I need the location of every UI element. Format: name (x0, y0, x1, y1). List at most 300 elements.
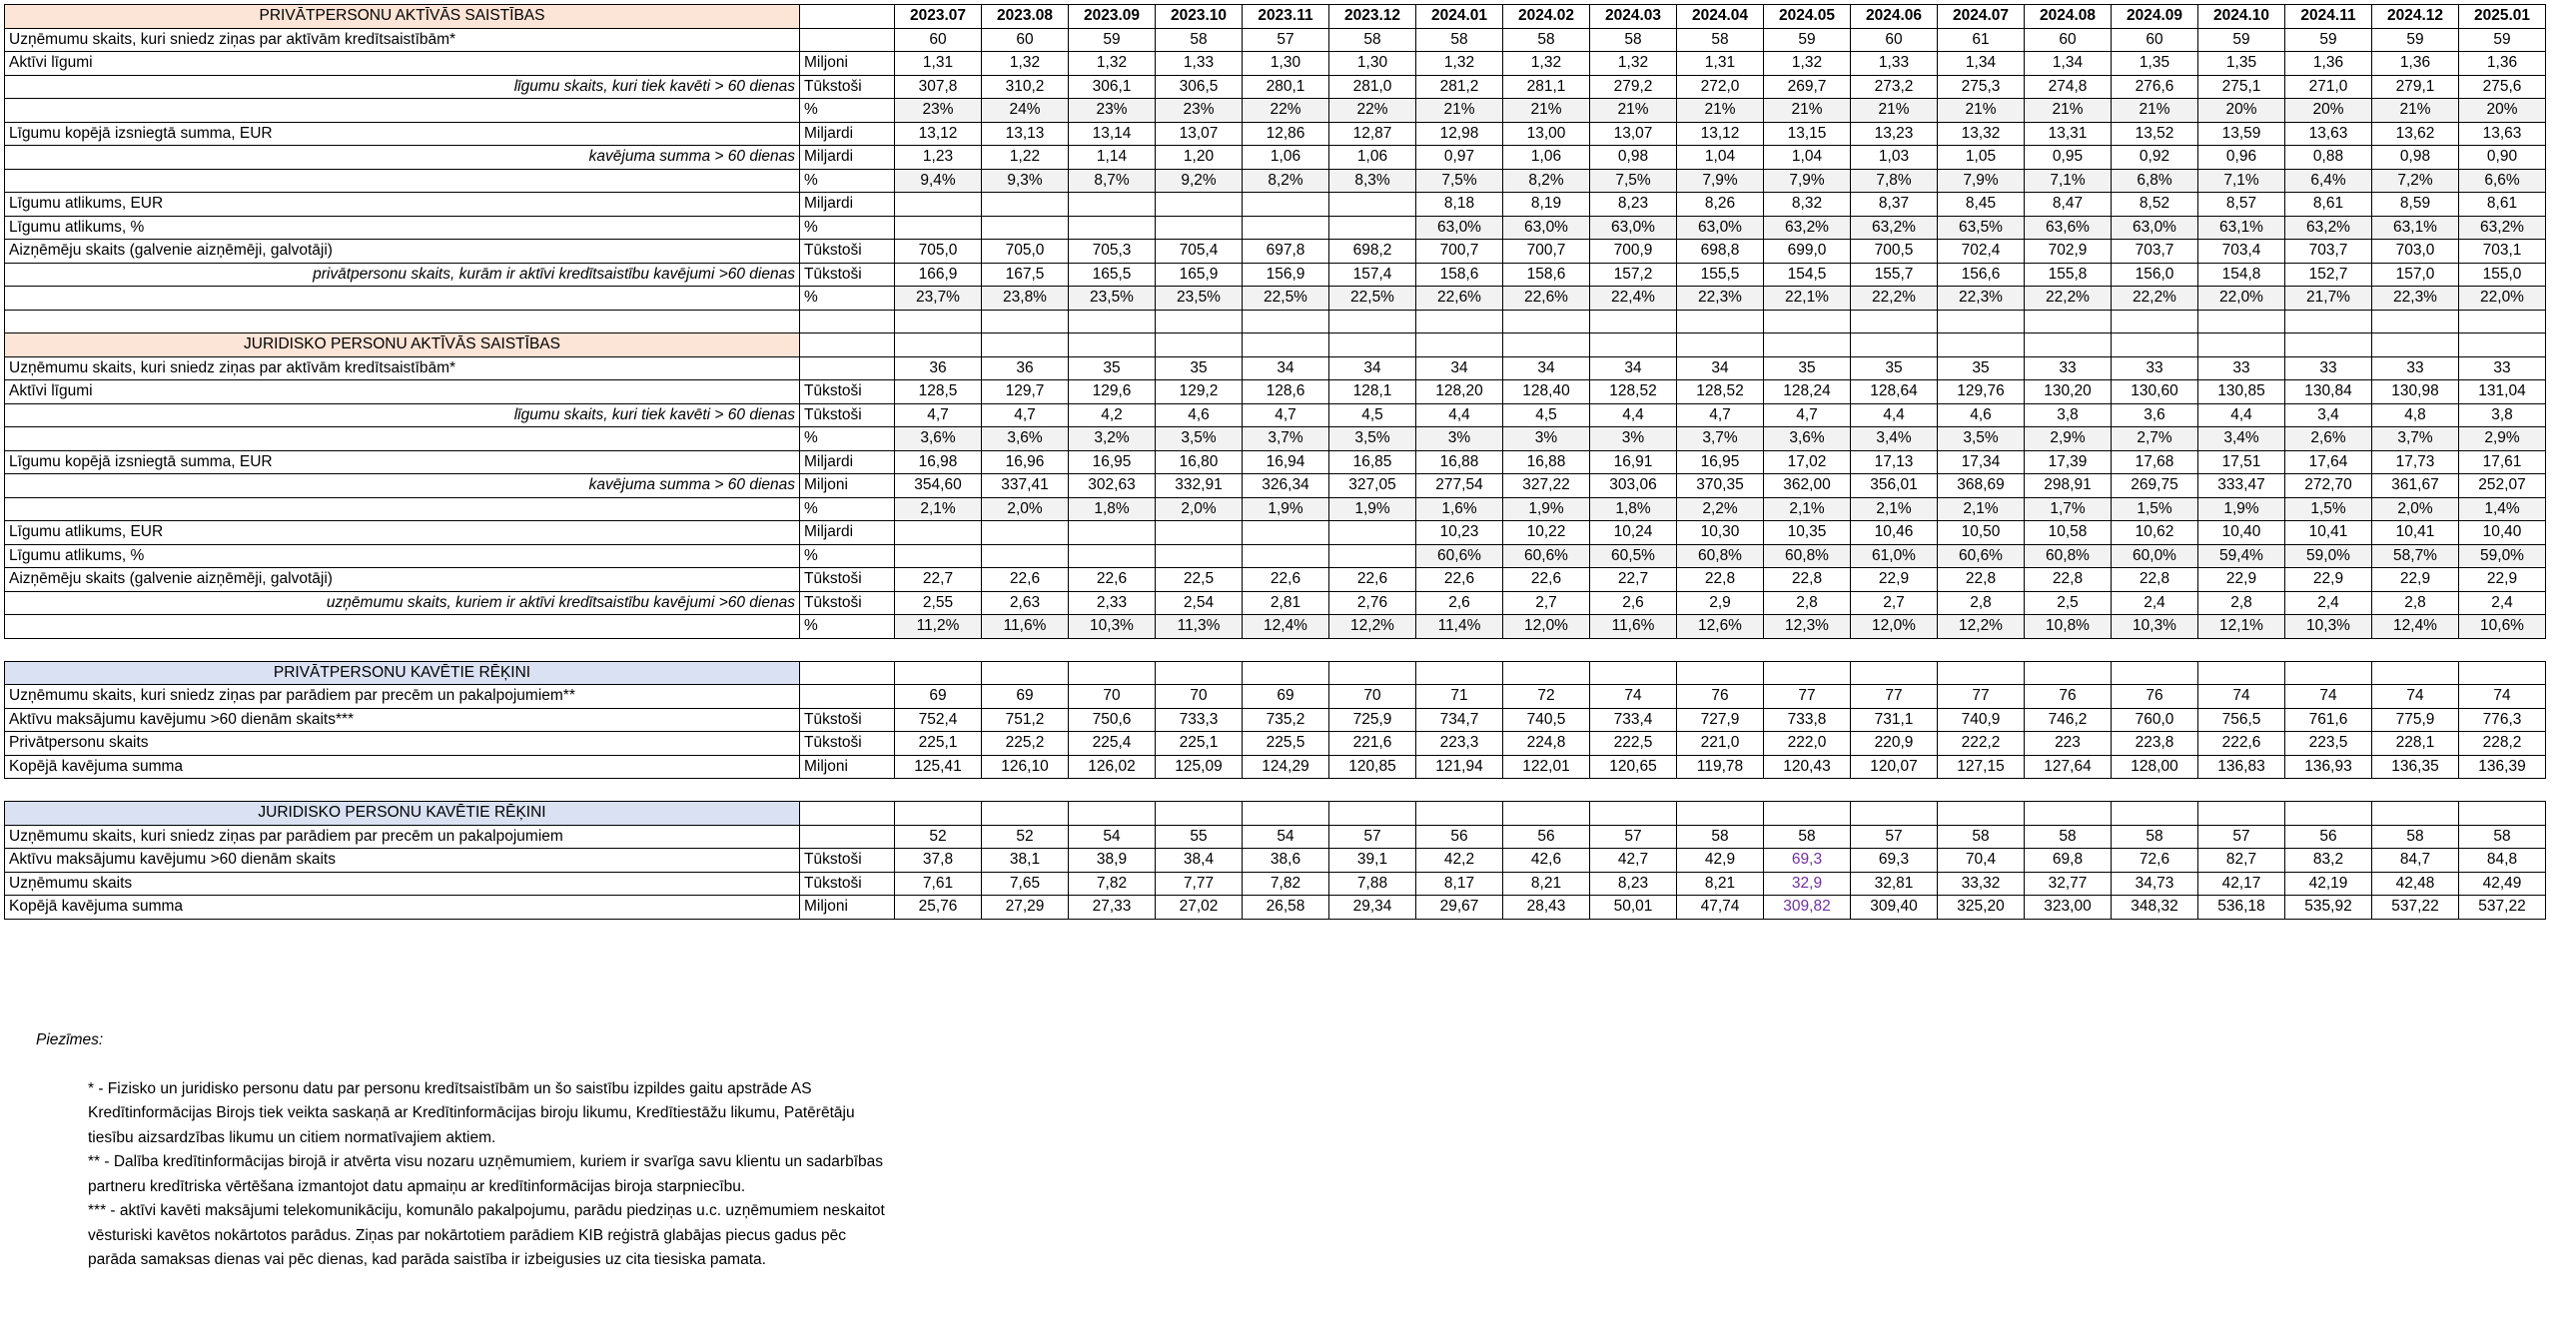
value-cell: 158,6 (1416, 263, 1503, 287)
value-cell: 13,07 (1156, 122, 1243, 146)
value-cell: 2,7% (2112, 427, 2198, 451)
value-cell: 63,0% (1677, 216, 1764, 240)
value-cell: 1,36 (2372, 52, 2459, 76)
value-cell: 2,54 (1156, 591, 1243, 615)
value-cell: 127,64 (2025, 755, 2112, 779)
value-cell (1243, 216, 1329, 240)
value-cell: 16,95 (1069, 450, 1156, 474)
value-cell: 42,2 (1416, 849, 1503, 873)
value-cell: 2,0% (1156, 497, 1243, 521)
value-cell: 23% (895, 99, 982, 123)
value-cell: 24% (982, 99, 1069, 123)
value-cell: 22,2% (2025, 287, 2112, 311)
section-title: PRIVĀTPERSONU KAVĒTIE RĒĶINI (5, 661, 800, 685)
row-unit: Miljardi (800, 193, 895, 217)
value-cell: 272,70 (2285, 474, 2372, 498)
row-unit: Miljardi (800, 122, 895, 146)
value-cell: 7,9% (1938, 169, 2025, 193)
empty-cell (1677, 310, 1764, 333)
value-cell: 225,5 (1243, 732, 1329, 756)
value-cell: 8,61 (2459, 193, 2546, 217)
value-cell: 74 (2198, 685, 2285, 709)
empty-cell (1416, 661, 1503, 685)
value-cell: 21% (2025, 99, 2112, 123)
value-cell: 127,15 (1938, 755, 2025, 779)
value-cell: 274,8 (2025, 75, 2112, 99)
value-cell: 56 (1503, 825, 1590, 849)
empty-cell (1764, 802, 1851, 826)
value-cell: 1,14 (1069, 146, 1156, 170)
value-cell: 22,7 (895, 568, 982, 592)
table-row (5, 263, 2546, 287)
value-cell: 59,0% (2459, 544, 2546, 568)
value-cell: 58,7% (2372, 544, 2459, 568)
value-cell: 222,0 (1764, 732, 1851, 756)
empty-cell (1329, 802, 1416, 826)
value-cell: 22,9 (1851, 568, 1938, 592)
value-cell: 705,0 (982, 240, 1069, 264)
empty-cell (2459, 661, 2546, 685)
empty-cell (2112, 333, 2198, 357)
value-cell: 7,1% (2025, 169, 2112, 193)
value-cell: 58 (1764, 825, 1851, 849)
row-unit: Tūkstoši (800, 380, 895, 404)
value-cell (1156, 193, 1243, 217)
value-cell: 17,64 (2285, 450, 2372, 474)
row-label: Aizņēmēju skaits (galvenie aizņēmēji, galvotāji) (5, 240, 800, 264)
empty-cell (2372, 661, 2459, 685)
value-cell: 156,9 (1243, 263, 1329, 287)
value-cell: 3,2% (1069, 427, 1156, 451)
value-cell: 307,8 (895, 75, 982, 99)
value-cell: 281,1 (1503, 75, 1590, 99)
value-cell: 77 (1938, 685, 2025, 709)
column-header: 2023.08 (982, 5, 1069, 29)
value-cell: 740,5 (1503, 708, 1590, 732)
header-unit-cell (800, 661, 895, 685)
row-unit: Tūkstoši (800, 568, 895, 592)
row-label: Kopējā kavējuma summa (5, 755, 800, 779)
value-cell: 252,07 (2459, 474, 2546, 498)
value-cell: 3,7% (1243, 427, 1329, 451)
row-label: Aktīvi līgumi (5, 52, 800, 76)
value-cell: 13,59 (2198, 122, 2285, 146)
value-cell: 16,94 (1243, 450, 1329, 474)
empty-cell (1851, 333, 1938, 357)
value-cell: 17,51 (2198, 450, 2285, 474)
value-cell: 21% (1503, 99, 1590, 123)
value-cell: 38,6 (1243, 849, 1329, 873)
value-cell: 27,02 (1156, 896, 1243, 920)
value-cell: 2,9 (1677, 591, 1764, 615)
table-row (5, 825, 2546, 849)
table-row (5, 685, 2546, 709)
value-cell: 16,88 (1503, 450, 1590, 474)
row-label: uzņēmumu skaits, kuriem ir aktīvi kredītsaistību kavējumi >60 dienas (5, 591, 800, 615)
value-cell: 1,9% (1503, 497, 1590, 521)
row-label: Aizņēmēju skaits (galvenie aizņēmēji, galvotāji) (5, 568, 800, 592)
value-cell: 13,31 (2025, 122, 2112, 146)
value-cell: 128,24 (1764, 380, 1851, 404)
row-label: Līgumu atlikums, % (5, 216, 800, 240)
value-cell: 126,02 (1069, 755, 1156, 779)
value-cell: 746,2 (2025, 708, 2112, 732)
empty-cell (1938, 333, 2025, 357)
value-cell: 60,8% (1764, 544, 1851, 568)
value-cell: 136,83 (2198, 755, 2285, 779)
value-cell (1069, 521, 1156, 545)
value-cell: 13,15 (1764, 122, 1851, 146)
row-unit (800, 685, 895, 709)
value-cell: 2,63 (982, 591, 1069, 615)
value-cell: 8,17 (1416, 872, 1503, 896)
row-label: Līgumu atlikums, EUR (5, 193, 800, 217)
row-label (5, 615, 800, 639)
value-cell: 13,23 (1851, 122, 1938, 146)
value-cell: 302,63 (1069, 474, 1156, 498)
value-cell: 1,5% (2285, 497, 2372, 521)
row-label: līgumu skaits, kuri tiek kavēti > 60 dienas (5, 403, 800, 427)
value-cell: 281,0 (1329, 75, 1416, 99)
value-cell: 119,78 (1677, 755, 1764, 779)
value-cell: 136,39 (2459, 755, 2546, 779)
value-cell: 272,0 (1677, 75, 1764, 99)
value-cell: 309,82 (1764, 896, 1851, 920)
value-cell: 37,8 (895, 849, 982, 873)
column-header: 2023.07 (895, 5, 982, 29)
value-cell (1156, 544, 1243, 568)
empty-cell (2025, 802, 2112, 826)
value-cell: 13,07 (1590, 122, 1677, 146)
value-cell: 0,98 (2372, 146, 2459, 170)
value-cell: 733,3 (1156, 708, 1243, 732)
value-cell: 63,0% (1503, 216, 1590, 240)
value-cell: 733,8 (1764, 708, 1851, 732)
column-header: 2025.01 (2459, 5, 2546, 29)
value-cell: 10,58 (2025, 521, 2112, 545)
value-cell (1069, 193, 1156, 217)
value-cell: 121,94 (1416, 755, 1503, 779)
value-cell: 8,61 (2285, 193, 2372, 217)
value-cell: 59 (2372, 28, 2459, 52)
value-cell: 60,8% (1677, 544, 1764, 568)
value-cell: 4,6 (1156, 403, 1243, 427)
row-label: Līgumu atlikums, EUR (5, 521, 800, 545)
value-cell: 535,92 (2285, 896, 2372, 920)
empty-cell (2025, 310, 2112, 333)
value-cell: 157,4 (1329, 263, 1416, 287)
table-row (5, 708, 2546, 732)
value-cell: 703,0 (2372, 240, 2459, 264)
value-cell: 128,52 (1590, 380, 1677, 404)
value-cell: 310,2 (982, 75, 1069, 99)
value-cell: 228,1 (2372, 732, 2459, 756)
value-cell: 306,1 (1069, 75, 1156, 99)
empty-cell (1069, 802, 1156, 826)
value-cell (895, 216, 982, 240)
value-cell: 3% (1416, 427, 1503, 451)
value-cell: 22,3% (1938, 287, 2025, 311)
value-cell: 12,3% (1764, 615, 1851, 639)
value-cell: 10,40 (2459, 521, 2546, 545)
value-cell: 63,6% (2025, 216, 2112, 240)
table-row (5, 755, 2546, 779)
value-cell: 61,0% (1851, 544, 1938, 568)
value-cell (1329, 193, 1416, 217)
value-cell: 0,98 (1590, 146, 1677, 170)
empty-cell (1851, 310, 1938, 333)
value-cell: 761,6 (2285, 708, 2372, 732)
value-cell: 3,6 (2112, 403, 2198, 427)
value-cell: 82,7 (2198, 849, 2285, 873)
value-cell: 22,5% (1329, 287, 1416, 311)
value-cell: 166,9 (895, 263, 982, 287)
value-cell: 1,06 (1329, 146, 1416, 170)
value-cell: 10,3% (1069, 615, 1156, 639)
value-cell: 22,9 (2198, 568, 2285, 592)
value-cell: 58 (2459, 825, 2546, 849)
row-unit: Miljoni (800, 474, 895, 498)
value-cell: 2,9% (2459, 427, 2546, 451)
value-cell: 10,30 (1677, 521, 1764, 545)
empty-cell (1590, 333, 1677, 357)
value-cell: 8,19 (1503, 193, 1590, 217)
value-cell: 165,5 (1069, 263, 1156, 287)
value-cell (1156, 216, 1243, 240)
value-cell: 63,5% (1938, 216, 2025, 240)
row-unit: Miljoni (800, 896, 895, 920)
value-cell: 8,57 (2198, 193, 2285, 217)
column-header: 2023.09 (1069, 5, 1156, 29)
value-cell: 10,41 (2372, 521, 2459, 545)
empty-cell (2025, 661, 2112, 685)
value-cell: 10,50 (1938, 521, 2025, 545)
row-unit: % (800, 427, 895, 451)
table-row (5, 450, 2546, 474)
value-cell: 698,2 (1329, 240, 1416, 264)
empty-cell (2459, 802, 2546, 826)
value-cell: 76 (2112, 685, 2198, 709)
value-cell: 20% (2285, 99, 2372, 123)
value-cell: 8,2% (1503, 169, 1590, 193)
value-cell: 279,1 (2372, 75, 2459, 99)
value-cell: 54 (1069, 825, 1156, 849)
table-row (5, 544, 2546, 568)
value-cell: 34 (1677, 356, 1764, 380)
value-cell: 2,0% (982, 497, 1069, 521)
value-cell: 2,1% (1764, 497, 1851, 521)
value-cell: 22,8 (1677, 568, 1764, 592)
value-cell: 130,20 (2025, 380, 2112, 404)
value-cell: 32,77 (2025, 872, 2112, 896)
value-cell: 1,05 (1938, 146, 2025, 170)
value-cell: 21% (2112, 99, 2198, 123)
table-row (5, 849, 2546, 873)
row-unit: % (800, 216, 895, 240)
value-cell (1069, 544, 1156, 568)
value-cell: 155,5 (1677, 263, 1764, 287)
value-cell: 1,04 (1764, 146, 1851, 170)
value-cell: 1,31 (1677, 52, 1764, 76)
value-cell: 55 (1156, 825, 1243, 849)
value-cell: 22,4% (1590, 287, 1677, 311)
value-cell: 1,30 (1329, 52, 1416, 76)
value-cell: 22,6 (1416, 568, 1503, 592)
value-cell: 23,5% (1069, 287, 1156, 311)
empty-cell (2198, 661, 2285, 685)
empty-cell (982, 802, 1069, 826)
row-label: Uzņēmumu skaits, kuri sniedz ziņas par aktīvām kredītsaistībām* (5, 28, 800, 52)
value-cell: 1,06 (1243, 146, 1329, 170)
row-label: līgumu skaits, kuri tiek kavēti > 60 dienas (5, 75, 800, 99)
row-label: kavējuma summa > 60 dienas (5, 146, 800, 170)
row-label (5, 427, 800, 451)
empty-cell (895, 310, 982, 333)
value-cell: 269,7 (1764, 75, 1851, 99)
value-cell: 42,6 (1503, 849, 1590, 873)
value-cell: 76 (1677, 685, 1764, 709)
value-cell: 1,35 (2198, 52, 2285, 76)
value-cell: 4,6 (1938, 403, 2025, 427)
row-unit: Tūkstoši (800, 403, 895, 427)
value-cell: 12,0% (1851, 615, 1938, 639)
value-cell: 1,31 (895, 52, 982, 76)
value-cell: 36 (982, 356, 1069, 380)
note-item: *** - aktīvi kavēti maksājumi telekomunikāciju, komunālo pakalpojumu, parādu piedziņas u.c. uzņēmumiem neskaitot vēsturiski kavētos nokārtotos parādus. Ziņas par nokārtotiem parādiem KIB reģistrā glabājas piecus gadus pēc parāda samaksas dienas vai pēc dienas, kad parāda saistība ir izbeigusies uz cita tiesiska pamata. (88, 1202, 885, 1268)
value-cell: 1,32 (982, 52, 1069, 76)
empty-cell (2198, 802, 2285, 826)
value-cell: 4,7 (895, 403, 982, 427)
value-cell: 58 (1503, 28, 1590, 52)
value-cell: 16,85 (1329, 450, 1416, 474)
value-cell: 156,0 (2112, 263, 2198, 287)
value-cell: 327,22 (1503, 474, 1590, 498)
value-cell: 63,0% (1590, 216, 1677, 240)
value-cell: 22,0% (2459, 287, 2546, 311)
value-cell: 1,34 (1938, 52, 2025, 76)
value-cell: 8,45 (1938, 193, 2025, 217)
value-cell: 699,0 (1764, 240, 1851, 264)
value-cell: 128,5 (895, 380, 982, 404)
value-cell: 61 (1938, 28, 2025, 52)
value-cell: 4,7 (1677, 403, 1764, 427)
value-cell: 276,6 (2112, 75, 2198, 99)
table-row (5, 427, 2546, 451)
value-cell: 7,88 (1329, 872, 1416, 896)
value-cell: 58 (1677, 28, 1764, 52)
value-cell: 703,1 (2459, 240, 2546, 264)
header-unit-cell (800, 333, 895, 357)
value-cell: 370,35 (1677, 474, 1764, 498)
value-cell: 57 (1243, 28, 1329, 52)
value-cell: 2,8 (2198, 591, 2285, 615)
value-cell: 2,6 (1590, 591, 1677, 615)
empty-cell (1590, 661, 1677, 685)
row-label: Uzņēmumu skaits, kuri sniedz ziņas par parādiem par precēm un pakalpojumiem (5, 825, 800, 849)
value-cell (982, 216, 1069, 240)
value-cell: 22,9 (2372, 568, 2459, 592)
value-cell: 733,4 (1590, 708, 1677, 732)
value-cell: 158,6 (1503, 263, 1590, 287)
value-cell: 16,98 (895, 450, 982, 474)
table-row (5, 732, 2546, 756)
empty-cell (1243, 661, 1329, 685)
value-cell: 776,3 (2459, 708, 2546, 732)
value-cell: 60,6% (1938, 544, 2025, 568)
value-cell: 22,3% (1677, 287, 1764, 311)
value-cell: 60,5% (1590, 544, 1677, 568)
empty-cell (1764, 310, 1851, 333)
value-cell: 59 (2459, 28, 2546, 52)
value-cell: 50,01 (1590, 896, 1677, 920)
row-label: privātpersonu skaits, kurām ir aktīvi kredītsaistību kavējumi >60 dienas (5, 263, 800, 287)
value-cell: 152,7 (2285, 263, 2372, 287)
empty-cell (2112, 310, 2198, 333)
value-cell: 700,5 (1851, 240, 1938, 264)
value-cell: 16,88 (1416, 450, 1503, 474)
value-cell: 223 (2025, 732, 2112, 756)
value-cell: 74 (2285, 685, 2372, 709)
row-label: Līgumu kopējā izsniegtā summa, EUR (5, 122, 800, 146)
value-cell: 13,63 (2459, 122, 2546, 146)
value-cell (982, 521, 1069, 545)
value-cell: 131,04 (2459, 380, 2546, 404)
value-cell: 35 (1069, 356, 1156, 380)
value-cell (1243, 193, 1329, 217)
note-item: ** - Dalība kredītinformācijas birojā ir atvērta visu nozaru uzņēmumiem, kuriem ir svarīga savu klientu un sadarbības partneru kredītriska vērtēšana izmantojot datu apmaiņu ar kredītinformācijas biroja starpniecību. (88, 1153, 884, 1195)
empty-cell (1069, 661, 1156, 685)
value-cell: 1,32 (1590, 52, 1677, 76)
value-cell: 10,46 (1851, 521, 1938, 545)
value-cell: 727,9 (1677, 708, 1764, 732)
value-cell: 22,0% (2198, 287, 2285, 311)
value-cell: 337,41 (982, 474, 1069, 498)
value-cell: 128,64 (1851, 380, 1938, 404)
empty-cell (1329, 333, 1416, 357)
table-row (5, 146, 2546, 170)
empty-cell (1243, 310, 1329, 333)
value-cell: 60,6% (1416, 544, 1503, 568)
value-cell: 42,7 (1590, 849, 1677, 873)
table-row (5, 356, 2546, 380)
value-cell: 157,0 (2372, 263, 2459, 287)
value-cell: 52 (982, 825, 1069, 849)
value-cell: 42,17 (2198, 872, 2285, 896)
value-cell: 1,06 (1503, 146, 1590, 170)
value-cell: 35 (1938, 356, 2025, 380)
value-cell: 122,01 (1503, 755, 1590, 779)
value-cell: 34,73 (2112, 872, 2198, 896)
value-cell: 58 (1329, 28, 1416, 52)
value-cell: 10,24 (1590, 521, 1677, 545)
value-cell: 7,77 (1156, 872, 1243, 896)
section-title: PRIVĀTPERSONU AKTĪVĀS SAISTĪBAS (5, 5, 800, 29)
value-cell: 34 (1503, 356, 1590, 380)
row-unit: Miljardi (800, 521, 895, 545)
value-cell: 72 (1503, 685, 1590, 709)
value-cell: 124,29 (1243, 755, 1329, 779)
value-cell: 0,92 (2112, 146, 2198, 170)
value-cell: 8,32 (1764, 193, 1851, 217)
value-cell: 2,6 (1416, 591, 1503, 615)
value-cell: 332,91 (1156, 474, 1243, 498)
spacer-cell (5, 638, 2546, 661)
value-cell: 10,3% (2112, 615, 2198, 639)
value-cell: 8,59 (2372, 193, 2459, 217)
value-cell: 2,1% (895, 497, 982, 521)
empty-cell (895, 661, 982, 685)
value-cell: 22,9 (2459, 568, 2546, 592)
